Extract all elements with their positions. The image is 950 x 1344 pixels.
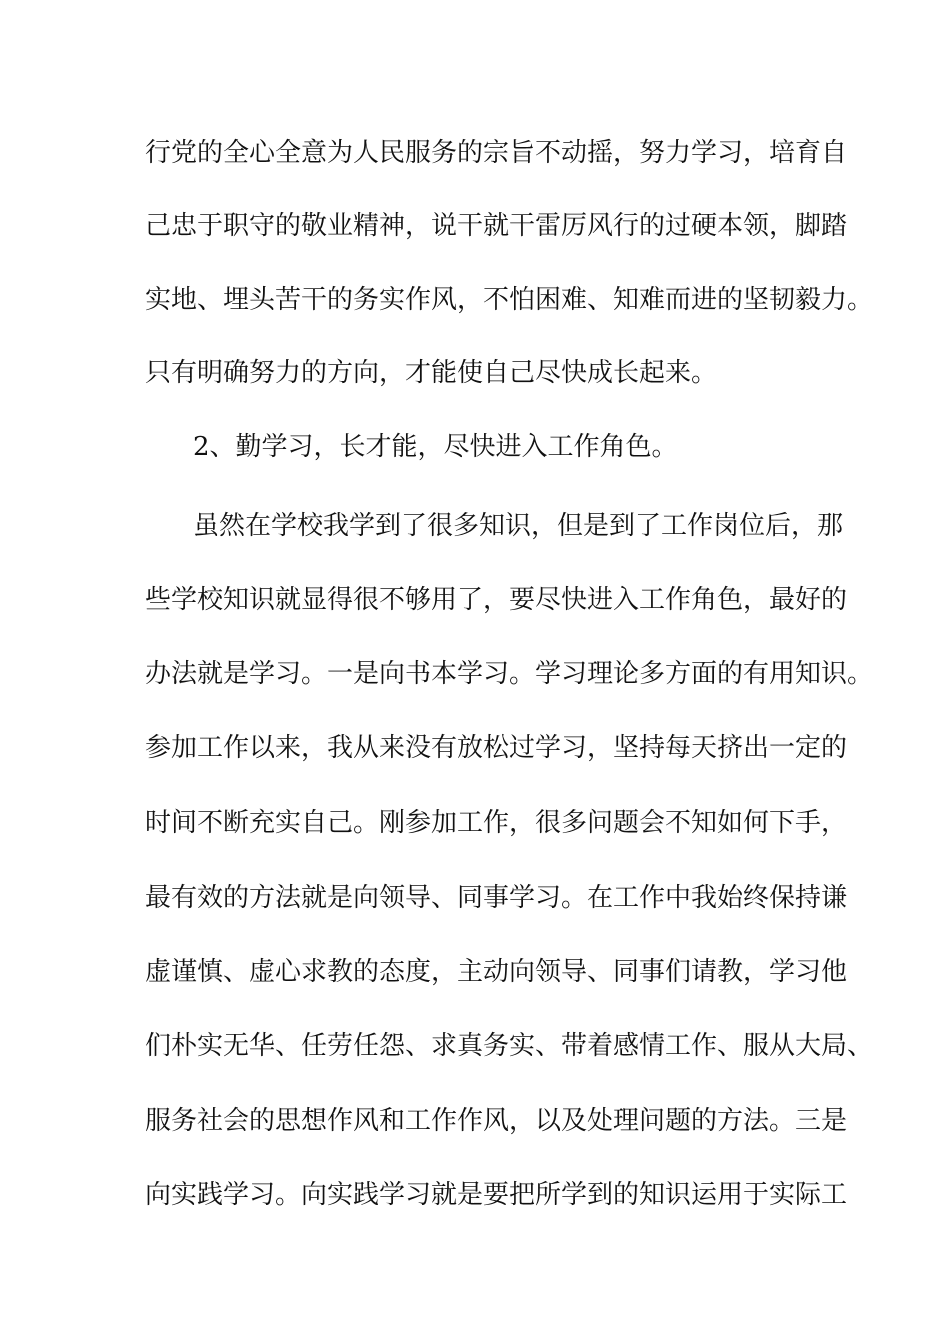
section-heading: 2、勤学习，长才能，尽快进入工作角色。: [193, 432, 678, 462]
text-line: 只有明确努力的方向，才能使自己尽快成长起来。: [145, 358, 718, 388]
text-line: 向实践学习。向实践学习就是要把所学到的知识运用于实际工: [145, 1180, 848, 1210]
text-line: 办法就是学习。一是向书本学习。学习理论多方面的有用知识。: [145, 659, 874, 689]
text-line: 时间不断充实自己。刚参加工作，很多问题会不知如何下手，: [145, 808, 848, 838]
paragraph-first-line: 虽然在学校我学到了很多知识，但是到了工作岗位后，那: [193, 511, 844, 541]
text-line: 实地、埋头苦干的务实作风，不怕困难、知难而进的坚韧毅力。: [145, 285, 874, 315]
text-line: 最有效的方法就是向领导、同事学习。在工作中我始终保持谦: [145, 883, 848, 913]
text-line: 行党的全心全意为人民服务的宗旨不动摇，努力学习，培育自: [145, 138, 848, 168]
text-line: 些学校知识就显得很不够用了，要尽快进入工作角色，最好的: [145, 585, 848, 615]
text-line: 虚谨慎、虚心求教的态度，主动向领导、同事们请教，学习他: [145, 957, 848, 987]
text-line: 参加工作以来，我从来没有放松过学习，坚持每天挤出一定的: [145, 733, 848, 763]
text-line: 们朴实无华、任劳任怨、求真务实、带着感情工作、服从大局、: [145, 1031, 874, 1061]
text-line: 己忠于职守的敬业精神，说干就干雷厉风行的过硬本领，脚踏: [145, 211, 848, 241]
text-line: 服务社会的思想作风和工作作风，以及处理问题的方法。三是: [145, 1106, 848, 1136]
